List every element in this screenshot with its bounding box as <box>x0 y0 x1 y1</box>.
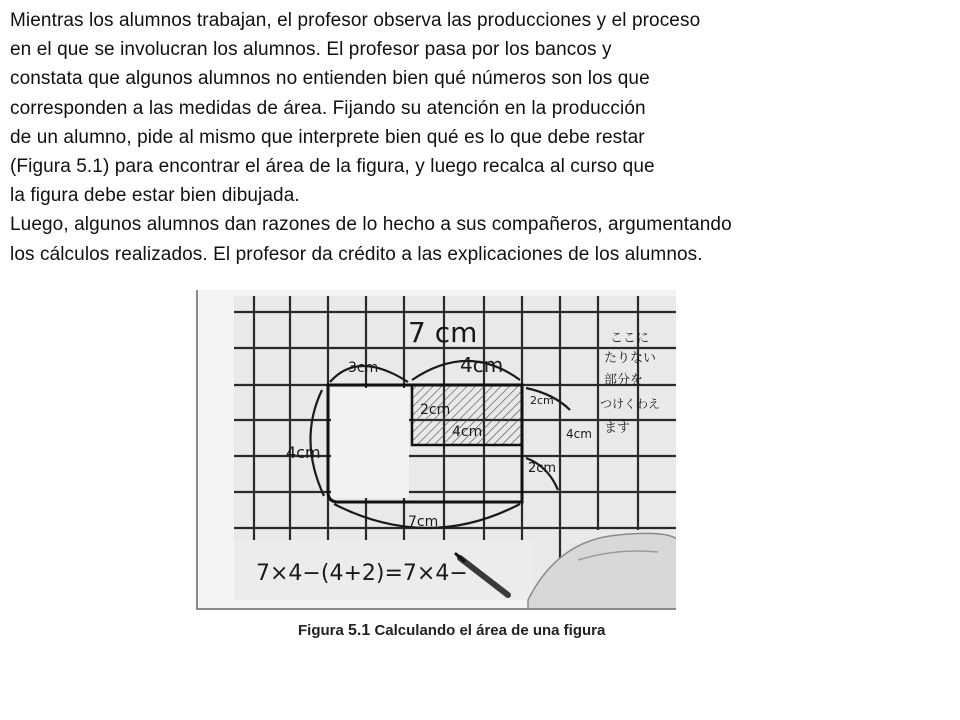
paragraph-line: (Figura 5.1) para encontrar el área de la figura, y luego recalca al curso que <box>10 156 655 178</box>
paragraph-line: Mientras los alumnos trabajan, el profesor observa las producciones y el proceso <box>10 10 701 31</box>
label-7cm-top: 7 cm <box>408 316 478 349</box>
paragraph-line: de un alumno, pide al mismo que interprete bien qué es lo que debe restar <box>10 126 645 148</box>
figure-caption <box>298 622 605 640</box>
note-line: つけくわえ <box>600 397 661 411</box>
label-4cm-right: 4cm <box>566 427 592 441</box>
label-2cm-right-lower: 2cm <box>528 461 557 476</box>
figure-photo <box>196 290 676 610</box>
paragraph-line: los cálculos realizados. El profesor da crédito a las explicaciones de los alumnos. <box>10 243 703 265</box>
label-2cm-inner: 2cm <box>420 402 451 418</box>
note-line: たりない <box>604 351 657 366</box>
label-2cm-right: 2cm <box>530 394 554 407</box>
note-line: 部分を <box>604 373 644 388</box>
equation-text: 7×4−(4+2)=7×4− <box>256 561 468 586</box>
label-3cm-left: 3cm <box>348 360 379 376</box>
grid-drawing <box>198 290 676 610</box>
caption-number: 5.1 <box>348 622 371 639</box>
caption-prefix: Figura <box>298 622 344 639</box>
paragraph-line: constata que algunos alumnos no entienden bien qué números son los que <box>10 68 650 90</box>
label-4cm-inner: 4cm <box>452 424 483 440</box>
note-line: ここに <box>610 331 650 346</box>
paragraph-line: en el que se involucran los alumnos. El profesor pasa por los bancos y <box>10 39 612 61</box>
note-line: ます <box>604 421 631 436</box>
body-paragraph <box>10 6 950 269</box>
caption-title: Calculando el área de una figura <box>374 622 606 639</box>
label-4cm-top: 4cm <box>460 353 504 377</box>
label-7cm-bottom: 7cm <box>408 514 439 530</box>
paragraph-line: corresponden a las medidas de área. Fijando su atención en la producción <box>10 97 646 119</box>
paragraph-line: la figura debe estar bien dibujada. <box>10 185 300 207</box>
paragraph-line: Luego, algunos alumnos dan razones de lo hecho a sus compañeros, argumentando <box>10 214 732 236</box>
label-4cm-left: 4cm <box>286 443 321 462</box>
